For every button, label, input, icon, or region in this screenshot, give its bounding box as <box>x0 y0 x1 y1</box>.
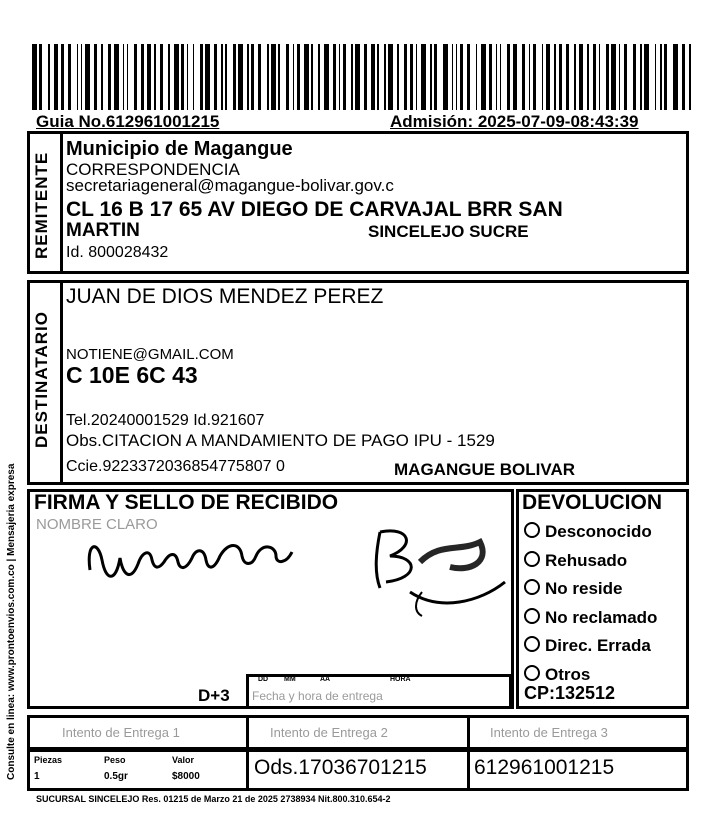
barcode-bar <box>507 44 510 110</box>
barcode-bar <box>599 44 601 110</box>
barcode-bar <box>664 44 667 110</box>
barcode-bar <box>114 44 119 110</box>
piezas-label: Piezas <box>34 755 63 765</box>
barcode-bar <box>258 44 261 110</box>
barcode-bar <box>278 44 280 110</box>
barcode-bar <box>297 44 300 110</box>
barcode-bar <box>311 44 313 110</box>
barcode-bar <box>343 44 346 110</box>
devolucion-options <box>524 518 657 689</box>
barcode-bar <box>101 44 103 110</box>
radio-icon <box>524 551 540 567</box>
barcode-bar <box>214 44 217 110</box>
radio-icon <box>524 608 540 624</box>
barcode-bar <box>542 44 544 110</box>
barcode-bar <box>496 44 498 110</box>
valor-value: $8000 <box>172 771 200 782</box>
barcode-bar <box>200 44 203 110</box>
delivery-datetime-caption: Fecha y hora de entrega <box>252 689 383 703</box>
barcode-bar <box>324 44 329 110</box>
radio-icon <box>524 522 540 538</box>
date-col-hora: HORA <box>390 676 411 683</box>
barcode-bar <box>500 44 502 110</box>
barcode-bar <box>160 44 163 110</box>
devolucion-title: DEVOLUCION <box>522 491 663 514</box>
option-no-reclamado[interactable]: No reclamado <box>524 604 657 633</box>
barcode-bar <box>127 44 129 110</box>
option-desconocido[interactable]: Desconocido <box>524 518 657 547</box>
barcode-bar <box>174 44 179 110</box>
recipient-tel: Tel.20240001529 Id.921607 <box>66 412 265 429</box>
barcode-bar <box>333 44 336 110</box>
barcode-bar <box>168 44 170 110</box>
barcode-bar <box>293 44 295 110</box>
barcode-bar <box>644 44 649 110</box>
barcode-bar <box>225 44 227 110</box>
barcode-bar <box>513 44 518 110</box>
guia-number: Guia No.612961001215 <box>36 112 220 131</box>
barcode-bar <box>434 44 437 110</box>
barcode-bar <box>452 44 454 110</box>
barcode-bar <box>384 44 386 110</box>
barcode-bar <box>61 44 64 110</box>
barcode-bar <box>476 44 478 110</box>
radio-icon <box>524 579 540 595</box>
barcode-bar <box>566 44 569 110</box>
destinatario-label: DESTINATARIO <box>32 311 51 449</box>
signature-title: FIRMA Y SELLO DE RECIBIDO <box>34 491 339 514</box>
peso-label: Peso <box>104 755 126 765</box>
option-no-reside[interactable]: No reside <box>524 575 657 604</box>
date-col-mm: MM <box>284 676 296 683</box>
recipient-email: NOTIENE@GMAIL.COM <box>66 346 234 363</box>
barcode-bar <box>355 44 360 110</box>
barcode-bar <box>430 44 432 110</box>
barcode-bar <box>187 44 189 110</box>
radio-icon <box>524 636 540 652</box>
barcode-bar <box>579 44 584 110</box>
barcode-bar <box>68 44 71 110</box>
barcode-bar <box>606 44 609 110</box>
option-rehusado[interactable]: Rehusado <box>524 547 657 576</box>
option-otros[interactable]: Otros <box>524 661 657 690</box>
recipient-name: JUAN DE DIOS MENDEZ PEREZ <box>66 285 384 308</box>
barcode-bar <box>489 44 492 110</box>
barcode-bar <box>410 44 413 110</box>
admission-timestamp: Admisión: 2025-07-09-08:43:39 <box>390 112 639 131</box>
barcode-bar <box>388 44 393 110</box>
d3-label: D+3 <box>198 686 230 705</box>
valor-label: Valor <box>172 755 195 765</box>
barcode-bar <box>339 44 341 110</box>
intento-1: Intento de Entrega 1 <box>62 725 180 740</box>
barcode-bar <box>205 44 210 110</box>
barcode-bar <box>546 44 551 110</box>
barcode-bar <box>48 44 50 110</box>
barcode-bar <box>54 44 59 110</box>
barcode-bar <box>304 44 309 110</box>
date-col-aa: AA <box>320 676 331 683</box>
sender-address-line2: MARTIN <box>66 220 140 241</box>
barcode-bar <box>574 44 576 110</box>
barcode-bar <box>108 44 111 110</box>
barcode-bar <box>593 44 596 110</box>
barcode-bar <box>443 44 448 110</box>
footer-text: SUCURSAL SINCELEJO Res. 01215 de Marzo 21 de 2025 2738934 Nit.800.310.654-2 <box>36 794 391 804</box>
barcode-bar <box>94 44 97 110</box>
barcode-bar <box>377 44 379 110</box>
piezas-value: 1 <box>34 771 40 782</box>
barcode-bar <box>221 44 223 110</box>
radio-icon <box>524 665 540 681</box>
barcode-bar <box>371 44 374 110</box>
barcode-bar <box>554 44 556 110</box>
recipient-address: C 10E 6C 43 <box>66 362 198 388</box>
intento-3: Intento de Entrega 3 <box>490 725 608 740</box>
barcode-bar <box>522 44 525 110</box>
barcode-bar <box>233 44 236 110</box>
barcode-bar <box>147 44 152 110</box>
barcode-bar <box>640 44 642 110</box>
barcode-bar <box>247 44 249 110</box>
intento-2: Intento de Entrega 2 <box>270 725 388 740</box>
sender-department: CORRESPONDENCIA <box>66 160 240 179</box>
barcode-bar <box>460 44 463 110</box>
side-website-text: Consulte en linea: www.prontoenvios.com.co | Mensajeria expresa <box>6 463 17 780</box>
barcode-bar <box>689 44 691 110</box>
barcode-bar <box>81 44 83 110</box>
barcode-bar <box>529 44 531 110</box>
barcode-bar <box>619 44 621 110</box>
sender-id: Id. 800028432 <box>66 244 169 261</box>
barcode-bar <box>85 44 90 110</box>
barcode-bar <box>660 44 662 110</box>
remitente-label: REMITENTE <box>32 151 51 259</box>
sender-name: Municipio de Magangue <box>66 138 293 160</box>
barcode-bar <box>267 44 269 110</box>
barcode-bar <box>141 44 144 110</box>
barcode-bar <box>123 44 125 110</box>
barcode-bar <box>77 44 79 110</box>
barcode-bar <box>351 44 353 110</box>
barcode-bar <box>633 44 636 110</box>
barcode-bar <box>193 44 195 110</box>
barcode-bar <box>404 44 407 110</box>
barcode-bar <box>673 44 678 110</box>
peso-value: 0.5gr <box>104 771 128 782</box>
barcode-bar <box>39 44 42 110</box>
barcode-bar <box>318 44 320 110</box>
option-direc-errada[interactable]: Direc. Errada <box>524 632 657 661</box>
barcode-bar <box>481 44 486 110</box>
nombre-claro-label: NOMBRE CLARO <box>36 516 158 533</box>
barcode-bar <box>655 44 657 110</box>
barcode-bar <box>611 44 616 110</box>
barcode-bar <box>682 44 685 110</box>
recipient-ccie: Ccie.9223372036854775807 0 <box>66 458 285 475</box>
barcode-bar <box>134 44 137 110</box>
cp-code: CP:132512 <box>524 683 616 703</box>
barcode-bar <box>32 44 37 110</box>
barcode-bar <box>286 44 289 110</box>
barcode-bar <box>364 44 367 110</box>
barcode-bar <box>587 44 589 110</box>
barcode-bar <box>559 44 562 110</box>
barcode-bar <box>467 44 470 110</box>
barcode-bar <box>181 44 184 110</box>
barcode-bar <box>533 44 536 110</box>
barcode-bar <box>624 44 627 110</box>
ods-number: Ods.17036701215 <box>254 756 427 779</box>
date-col-dd: DD <box>258 676 269 683</box>
barcode-bar <box>251 44 254 110</box>
guia-number-bottom: 612961001215 <box>474 756 615 779</box>
recipient-obs: Obs.CITACION A MANDAMIENTO DE PAGO IPU - 1529 <box>66 431 495 450</box>
barcode-bar <box>238 44 243 110</box>
barcode-bar <box>397 44 399 110</box>
sender-email: secretariageneral@magangue-bolivar.gov.c <box>66 176 394 195</box>
sender-address: CL 16 B 17 65 AV DIEGO DE CARVAJAL BRR SAN <box>66 198 563 221</box>
handwritten-signature <box>80 512 510 622</box>
barcode-bar <box>416 44 418 110</box>
barcode-bar <box>271 44 276 110</box>
sender-city: SINCELEJO SUCRE <box>368 222 529 241</box>
barcode-bar <box>154 44 156 110</box>
recipient-city: MAGANGUE BOLIVAR <box>394 460 576 479</box>
barcode <box>32 44 692 110</box>
barcode-bar <box>421 44 426 110</box>
barcode-bar <box>456 44 458 110</box>
